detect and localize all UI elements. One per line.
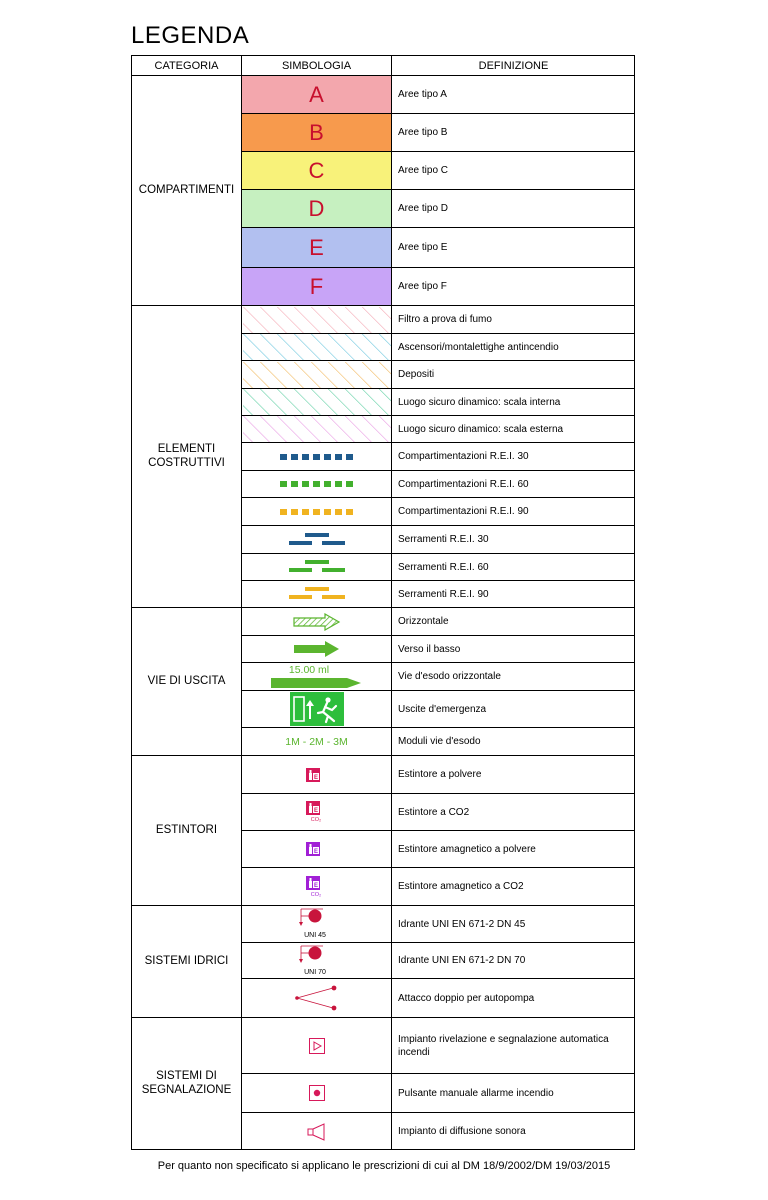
definition-text: Compartimentazioni R.E.I. 60 — [398, 478, 529, 490]
symbol-cell — [241, 580, 391, 607]
definition-cell — [391, 1112, 635, 1150]
definition-cell — [391, 755, 635, 793]
definition-cell — [391, 442, 635, 470]
definition-text: Idrante UNI EN 671-2 DN 45 — [398, 918, 526, 930]
fire-extinguisher-icon — [306, 876, 328, 898]
definition-text: Orizzontale — [398, 616, 449, 627]
fire-door-icon — [289, 560, 345, 574]
symbol-cell — [241, 1112, 391, 1150]
hatch-pattern-swatch — [243, 362, 391, 388]
definition-text: Moduli vie d'esodo — [398, 736, 481, 747]
definition-cell — [391, 388, 635, 415]
symbol-cell — [241, 867, 391, 905]
symbol-cell — [241, 635, 391, 662]
definition-cell — [391, 690, 635, 727]
definition-text: Impianto di diffusione sonora — [398, 1126, 526, 1137]
symbol-cell — [241, 360, 391, 388]
definition-text: Compartimentazioni R.E.I. 30 — [398, 451, 529, 462]
area-type-letter: A — [309, 81, 324, 107]
symbol-cell — [241, 1017, 391, 1073]
header-definition: DEFINIZIONE — [391, 55, 635, 75]
fire-compartment-line — [280, 454, 354, 460]
escape-route-length-icon — [271, 664, 363, 690]
symbol-cell — [241, 151, 391, 189]
definition-cell — [391, 415, 635, 442]
definition-cell — [391, 978, 635, 1017]
legend-title: LEGENDA — [131, 22, 250, 49]
symbol-cell — [241, 189, 391, 227]
symbol-cell — [241, 690, 391, 727]
definition-text: Luogo sicuro dinamico: scala esterna — [398, 423, 564, 435]
definition-text: Impianto rivelazione e segnalazione automatica incendi — [398, 1033, 609, 1058]
fire-hydrant-icon — [295, 907, 339, 941]
symbol-cell — [241, 415, 391, 442]
area-type-letter: E — [309, 234, 324, 260]
definition-text: Uscite d'emergenza — [398, 703, 487, 715]
definition-cell — [391, 662, 635, 690]
header-symbol: SIMBOLOGIA — [241, 55, 391, 75]
symbol-cell — [241, 1073, 391, 1112]
definition-text: Aree tipo D — [398, 203, 449, 214]
definition-text: Vie d'esodo orizzontale — [398, 671, 501, 682]
symbol-cell — [241, 727, 391, 755]
symbol-cell — [241, 830, 391, 867]
definition-text: Aree tipo F — [398, 281, 447, 292]
definition-text: Ascensori/montalettighe antincendio — [398, 341, 559, 353]
down-escape-arrow-icon — [293, 640, 341, 658]
fire-extinguisher-icon — [306, 801, 328, 823]
symbol-cell — [241, 905, 391, 942]
svg-text:E: E — [313, 808, 318, 814]
definition-cell — [391, 942, 635, 978]
definition-cell — [391, 113, 635, 151]
definition-cell — [391, 151, 635, 189]
speaker-icon — [307, 1123, 327, 1141]
fire-detector-icon — [309, 1038, 325, 1054]
hydrant-size-label: UNI 45 — [303, 932, 326, 939]
definition-text: Aree tipo E — [398, 242, 448, 253]
horizontal-escape-arrow-icon — [293, 613, 341, 631]
definition-text: Verso il basso — [398, 643, 461, 655]
category-label: VIE DI USCITA — [131, 607, 241, 755]
legend-table — [131, 55, 635, 1150]
definition-text: Idrante UNI EN 671-2 DN 70 — [398, 955, 526, 966]
symbol-cell — [241, 497, 391, 525]
definition-cell — [391, 227, 635, 267]
definition-cell — [391, 867, 635, 905]
definition-cell — [391, 189, 635, 227]
header-category: CATEGORIA — [131, 55, 241, 75]
definition-cell — [391, 793, 635, 830]
footnote: Per quanto non specificato si applicano le prescrizioni di cui al DM 18/9/2002/DM 19/03/2015 — [157, 1160, 611, 1172]
hatch-pattern-swatch — [243, 307, 391, 333]
symbol-cell — [241, 388, 391, 415]
table-bottom-border — [131, 1149, 635, 1150]
symbol-cell — [241, 227, 391, 267]
emergency-exit-sign-icon — [290, 692, 344, 726]
category-label: SISTEMI IDRICI — [131, 905, 241, 1017]
definition-cell — [391, 580, 635, 607]
definition-text: Pulsante manuale allarme incendio — [398, 1087, 554, 1099]
category-label: COMPARTIMENTI — [131, 75, 241, 305]
definition-text: Aree tipo B — [398, 127, 448, 138]
category-label: ELEMENTI COSTRUTTIVI — [131, 305, 241, 607]
hatch-pattern-swatch — [243, 389, 391, 415]
svg-text:E: E — [313, 882, 318, 889]
symbol-cell — [241, 442, 391, 470]
hydrant-size-label: UNI 70 — [303, 968, 326, 976]
symbol-cell — [241, 553, 391, 580]
fire-compartment-line — [280, 509, 354, 515]
fire-door-icon — [289, 587, 345, 601]
fire-door-icon — [289, 533, 345, 547]
definition-text: Estintore amagnetico a polvere — [398, 843, 536, 855]
definition-text: Aree tipo C — [398, 165, 449, 176]
fire-compartment-line — [280, 481, 354, 487]
definition-text: Estintore a CO2 — [398, 806, 470, 818]
definition-text: Estintore amagnetico a CO2 — [398, 881, 524, 892]
extinguisher-sub: CO₂ — [310, 817, 321, 823]
definition-text: Compartimentazioni R.E.I. 90 — [398, 506, 529, 517]
pump-connection-icon — [293, 985, 341, 1011]
alarm-button-icon — [309, 1085, 325, 1101]
category-label: SISTEMI DI SEGNALAZIONE — [131, 1017, 241, 1150]
definition-cell — [391, 360, 635, 388]
definition-text: Serramenti R.E.I. 60 — [398, 561, 489, 573]
hatch-pattern-swatch — [243, 416, 391, 442]
svg-text:E: E — [313, 774, 318, 781]
definition-cell — [391, 497, 635, 525]
symbol-cell — [241, 793, 391, 830]
definition-cell — [391, 1017, 635, 1073]
definition-cell — [391, 830, 635, 867]
escape-modules-label: 1M - 2M - 3M — [285, 735, 348, 748]
fire-hydrant-icon — [295, 944, 339, 978]
area-type-letter: C — [308, 157, 325, 183]
definition-cell — [391, 267, 635, 305]
category-label: ESTINTORI — [131, 755, 241, 905]
definition-cell — [391, 470, 635, 497]
definition-text: Aree tipo A — [398, 89, 447, 100]
symbol-cell — [241, 607, 391, 635]
definition-cell — [391, 607, 635, 635]
definition-text: Filtro a prova di fumo — [398, 314, 492, 325]
extinguisher-sub: CO₂ — [310, 891, 321, 898]
fire-extinguisher-icon — [306, 768, 328, 782]
definition-text: Luogo sicuro dinamico: scala interna — [398, 396, 561, 408]
area-type-letter: B — [309, 119, 324, 145]
definition-text: Serramenti R.E.I. 30 — [398, 534, 489, 545]
definition-text: Serramenti R.E.I. 90 — [398, 588, 489, 600]
symbol-cell — [241, 305, 391, 333]
definition-text: Depositi — [398, 369, 435, 380]
symbol-cell — [241, 525, 391, 553]
table-right-border — [634, 55, 635, 1150]
definition-cell — [391, 305, 635, 333]
symbol-cell — [241, 942, 391, 978]
definition-cell — [391, 635, 635, 662]
symbol-cell — [241, 113, 391, 151]
definition-text: Attacco doppio per autopompa — [398, 992, 535, 1004]
definition-cell — [391, 553, 635, 580]
definition-text: Estintore a polvere — [398, 769, 482, 780]
definition-cell — [391, 1073, 635, 1112]
symbol-cell — [241, 978, 391, 1017]
symbol-cell — [241, 333, 391, 360]
definition-cell — [391, 333, 635, 360]
definition-cell — [391, 525, 635, 553]
area-type-letter: D — [308, 195, 325, 221]
area-type-letter: F — [309, 273, 324, 299]
symbol-cell — [241, 662, 391, 690]
definition-cell — [391, 727, 635, 755]
definition-cell — [391, 905, 635, 942]
svg-text:E: E — [313, 849, 318, 855]
fire-extinguisher-icon — [306, 842, 328, 856]
symbol-cell — [241, 267, 391, 305]
symbol-cell — [241, 470, 391, 497]
symbol-cell — [241, 755, 391, 793]
escape-route-length: 15.00 ml — [288, 663, 329, 676]
definition-cell — [391, 75, 635, 113]
symbol-cell — [241, 75, 391, 113]
hatch-pattern-swatch — [243, 334, 391, 360]
